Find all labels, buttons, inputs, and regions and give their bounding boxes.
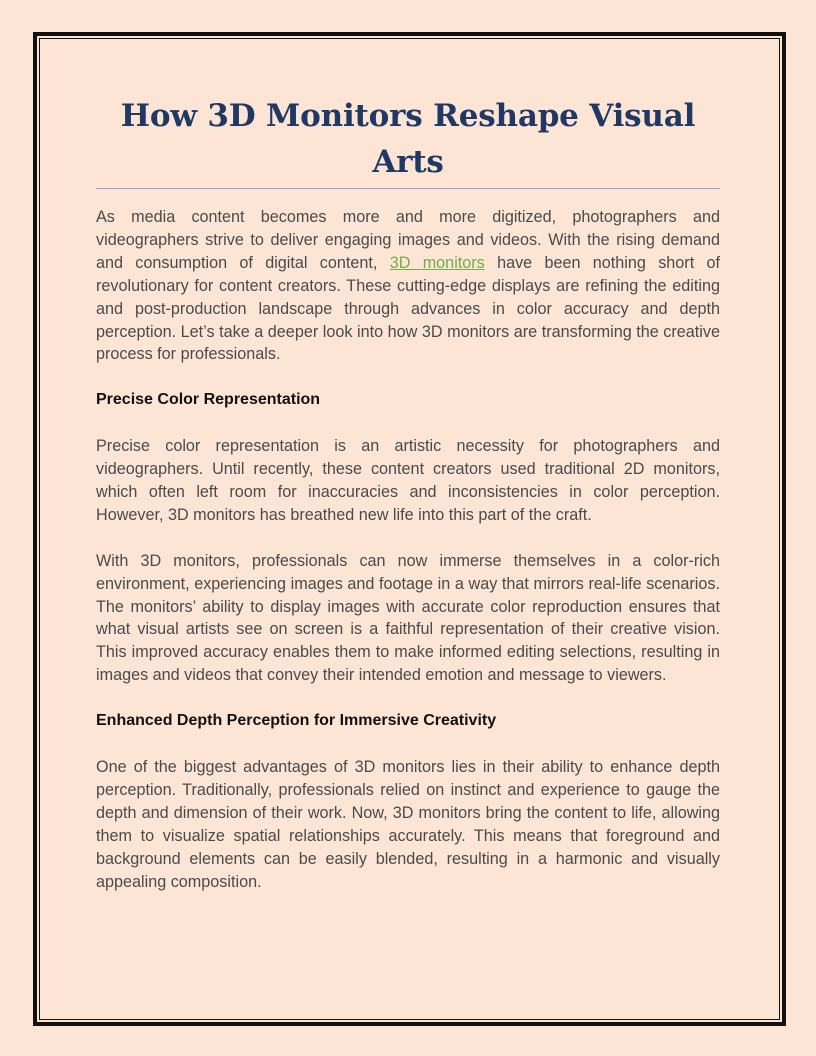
paragraph-depth-1: One of the biggest advantages of 3D monitors lies in their ability to enhance depth perception. Traditionally, professionals relied on instinct and experience to gauge the depth and dimension of their work. Now, 3D monitors bring the content to life, allowing them to visualize spatial relationships accurately. This means that foreground and background elements can be easily blended, resulting in a harmonic and visually appealing composition. bbox=[96, 758, 720, 891]
document-page bbox=[96, 93, 720, 894]
page-title: How 3D Monitors Reshape Visual Arts bbox=[96, 93, 720, 189]
intro-text-before-link: As media content becomes more and more digitized, photographers and videographers strive to deliver engaging images and videos. With the rising demand and consumption of digital content, bbox=[96, 208, 720, 272]
3d-monitors-link[interactable]: 3D monitors bbox=[389, 253, 485, 272]
intro-paragraph bbox=[96, 206, 720, 366]
paragraph-color-1: Precise color representation is an artistic necessity for photographers and videographers. Until recently, these content creators used traditional 2D monitors, which often left room for inaccuracies and inconsistencies in color perception. However, 3D monitors has breathed new life into this part of the craft. bbox=[96, 437, 720, 524]
section-heading-depth: Enhanced Depth Perception for Immersive Creativity bbox=[96, 712, 497, 730]
intro-text-after-link: have been nothing short of revolutionary for content creators. These cutting-edge displays are refining the editing and post-production landscape through advances in color accuracy and depth perception. Let’s take a deeper look into how 3D monitors are transforming the creative process for professionals. bbox=[96, 253, 721, 364]
paragraph-color-2: With 3D monitors, professionals can now immerse themselves in a color-rich environment, experiencing images and footage in a way that mirrors real-life scenarios. The monitors’ ability to display images with accurate color reproduction ensures that what visual artists see on screen is a faithful representation of their creative vision. This improved accuracy enables them to make informed editing selections, resulting in images and videos that convey their intended emotion and message to viewers. bbox=[96, 551, 720, 685]
section-heading-color: Precise Color Representation bbox=[96, 391, 321, 409]
